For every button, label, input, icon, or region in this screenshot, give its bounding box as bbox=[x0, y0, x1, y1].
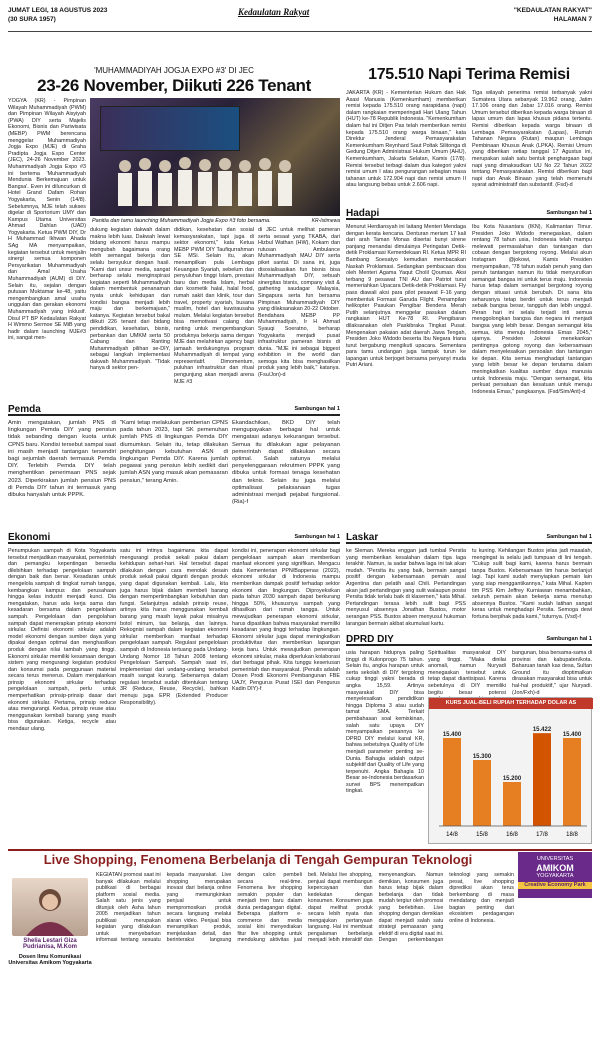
laskar-body-col2: tu kuning. Kehilangan Bustos jelas jadi masalah, mengingat ia selalu jadi tumpuan di lini tengah. "Cukup sulit bagi kami, karena harus bermain tanpa Bustos. Kebersamaan tim harus berlanjut lagi. Tapi kami sudah menyiapkan pemain lain yang siap menggantikannya," kata Mihal. Kapten tim PSS Kim Jeffrey Kurniawan menambahkan, seluruh pemain akan bekerja sama menutup absennya Bustos. "Kami sudah latihan sangat keras untuk menghadapi Persita. Semoga dewi fortuna berpihak pada kami," tuturnya. (Vsd)-f bbox=[472, 548, 592, 620]
stage-screen bbox=[100, 106, 240, 151]
laskar-section-header bbox=[346, 532, 592, 544]
chart-bar bbox=[563, 738, 581, 826]
dprd-body-col3: bangunan, bisa bersama-sama di provinsi dan kabupaten/kota. Baharuan tanah kas desa, Sultan Ground itu dioptimalkan dirasakan masyarakat bisa untuk hal-hal produktif," ujar Nuryadi. (Jon/Fxh)-d bbox=[512, 650, 593, 696]
story1-photo-caption: Panitia dan tamu launching Muhammadiyah Jogja Expo #3 foto bersama. bbox=[92, 218, 271, 224]
dprd-body-col1: usia harapan hidupnya paling tinggi di Kulonprogo 75 tahun. Selain itu, angka harapan untuk serta sekolah di DIY tergolong cukup tinggi yakni berada di angka 15,59. Artinya masyarakat DIY bisa menyelesaikan pendidikan hingga Diploma 3 atau sudah tamat SMA. Terkait pembahasan soal kemiskinan, salah satu upaya DIY menyampaikan pesannya ke DPRD DIY melalui kanal KR, bahwa sebetulnya Quality of Life menjadi parameter penting se-Dunia. Bahagia adalah output subjektif dari Quality of Life yang terpenuhi. Angka Bahagia 10 Besar se-Indonesia berdasarkan survei BPS menempatkan tingkat. bbox=[346, 650, 424, 795]
masthead-right bbox=[514, 6, 592, 24]
ekonomi-body-col3: kondisi ini, penerapan ekonomi sirkular bagi pengelolaan sampah akan memberikan manfaat ekonomi yang signifikan. Mengacu data Kementerian PPN/Bappenas (2022), ekonomi sirkular di Indonesia mampu memberikan dampak positif terhadap sektor ekonomi dan lingkungan. Diproyeksikan pada tahun 2030 sampah dapat berkurang hingga 50%, khususnya sampah yang dihasilkan dari rumah tangga. Untuk mewujudkan penerapan ekonomi sirkular, harus dipastikan bahwa masyarakat memiliki kesadaran yang tinggi terhadap lingkungan. Ekonomi sirkular juga dapat meningkatkan produktivitas dan memberikan lapangan kerja baru. Untuk mewujudkan penerapan ekonomi sirkular, maka diperlukan kolaborasi dari berbagai pihak. Kita tunggu keseriusan pemerintah dan masyarakat. (Penulis adalah Dosen Prodi Ekonomi Pembangunan FBE UAJY, Pengurus Pusat ISEI dan Pengurus Kadin DIY)-f bbox=[232, 548, 340, 693]
dprd-body-col2: Spiritualitas masyarakat DIY yang tinggi. "Maka dinilai anomali, namun Nuryadi menegaskan tersebut untuk tetap dapat diantisipasi. Karena sebetulnya di DIY memiliki begitu besar potensi bbox=[428, 650, 506, 696]
logo-line3: YOGYAKARTA bbox=[536, 873, 574, 879]
exchange-rate-chart bbox=[428, 697, 592, 844]
ekonomi-body-col1: Penumpukan sampah di Kota Yogyakarta tersebut menjadikan masyarakat, pemerintah dan pemangku kepentingan bersedia dilebihkan terhadap pengelolaan sampah dengan baik dan benar. Kesadaran untuk mengelola sampah di tingkat rumah tangga, kembangkan kampus dan perusahaan hingga kelas industri menjadi kunci. Dia mengatakan, harus ada kerja sama dan kesadaran bersama dalam pengelolaan sampah. Pengelolaan dan pengolahan sampah dapat menerapkan prinsip ekonomi sirkular. Definisi ekonomi sirkular adalah model ekonomi dengan sumber daya yang dipakai dengan optimal dan menghasilkan produk dengan nilai tambah yang tinggi. Ekonomi sirkular memiliki kesamaan dengan sistem yang mengurangi kegiatan produksi dan konsumsi pada penggunaan material secara terus menerus. Dalam menjalankan prinsip ekonomi sirkular terhadap pengelolaan sampah, perlu untuk memperhatikan prinsip-prinsip dasar dari ekonomi sirkular. Pertama, prinsip reduce atau mengurangi. Kedua, prinsip reuse atau menggunakan kembali barang yang masih bisa digunakan. Ketiga, recycle atau mendaur ulang. bbox=[8, 548, 116, 733]
chart-bar bbox=[443, 738, 461, 826]
hadapi-body-col1: Menurut Herdiansyah ini Iaitang Menteri Mendaga dengan kerata kencana. Denturan meriam 17 kali dari arah Taman Monas disertai bunyi sirene panjang menandai dimulainya Peringatan Detik-detik Proklamasi Kemerdekaan RI. Ketua MPR RI Bambang Soesatyo kemudian membacakan Naskah Proklamasi. Sedangkan pembacaan doa oleh Menteri Agama Yaqut Cholil Qoumas. Aksi terbang 9 pesawat TNI AU dan Patriot turut memeriahkan Upacara Detik-detik Proklamasi. Fly pass diawali aksi para pilot pesawat F-16 yang membentuk Formasi Garuda Flight. Penampilan helikopter Pasukan Pengibar Bendera Merah Putih selanjutnya menggelar pasukan dalam rangkaian HUT Ke-78 RI. Pengibaran dilaksanakan oleh Paskibraka Tingkat Pusat. Mengenakan pakaian adat daerah Jawa Tengah, Presiden Joko Widodo beserta Ibu Negara Iriana turut bergabung mengikuti upacara. Sementara para tamu undangan juga tampak turun ke lapangan untuk berjoget bersama penyanyi muda Putri Ariani. bbox=[346, 224, 466, 369]
ekonomi-continued: Sambungan hal 1 bbox=[294, 534, 340, 540]
masthead-paper-name: "KEDAULATAN RAKYAT" bbox=[513, 7, 592, 14]
chart-value-label: 15.400 bbox=[562, 732, 582, 738]
masthead-left bbox=[8, 6, 107, 24]
chart-x-label: 16/8 bbox=[506, 832, 518, 838]
chart-value-label: 15.422 bbox=[532, 727, 552, 734]
pemda-body-col3: Ekandachikan, BKD DIY telah mengupayakan berbagai hal untuk mengatasi adanya kekurangan tersebut. Semua itu dilakukan agar pelayanan pemerintah dapat dilakukan secara optimal. Salah satunya melalui penyelenggaraan rekrutmen PPPK yang dibuka untuk formasi tenaga kesehatan dan teknis. Selain itu juga melalui optimalisasi pelaksanaan tugas administrasi menjadi pejabat fungsional. (Ria)-f bbox=[232, 420, 340, 506]
story1-body-col4: di JEC untuk melihat pameran serta sesaat yang TKABA, dari Hizbul Wathan (HW), Kokam dan rutusan Ambulance Muhammadiyah MAU DIY serta piket santai. Di sana ini, juga disosialisasikan fun bisnis bisa Muhammadiyah DIY, sebuah sinergitas bisnis, company visit & gathering saudagar Malaysia, Singapura serta fun bersama Pimpinan Muhammadiyah DIY yang dilaksanakan 20-22 Oktober. Bendahara MEBP PP Muhammadiyah, Ir H Ahmad Syauqi Soeratno, berharap Yogyakarta menjadi pusat infrastruktur pameran bisnis di dunia. "MJE ini sebagai biggest exhibition in the world dan semoga kita bisa menghasilkan produk yang lebih baik," katanya. (Fsu/Jon)-d bbox=[258, 227, 340, 379]
chart-bar bbox=[533, 733, 551, 826]
ekonomi-body-col2: satu ini intinya bagaimana kita dapat mengurangi produk sekali pakai dalam kehidupan sehari-hari. Hal tersebut dapat dilakukan dengan cara menolak desain produk sekali pakai diganti dengan produk yang dapat digunakan kembali. Lalu, kita juga harus bijak dalam membeli barang dengan mempertimbangkan kebutuhan dan fungsi. Selanjutnya adalah prinsip reuse, artinya kita harus menggunakan kembali barang yang masih layak pakai misalnya botol minum, tas belanja, dan lainnya. Rekognisi sampah dalam kegiatan ekonomi sirkular memberikan manfaat terhadap pengelolaan sampah. Regulasi pengelolaan sampah di Indonesia tertuang pada Undang-Undang Nomor 18 Tahun 2008 tentang Pengelolaan Sampah. Sampah saat ini, implementasi dari undang-undang tersebut masih sangat kurang. Sebenarnya dalam regulasi tersebut sudah ditentukan tentang 3R (Reduce, Reuse, Recycle), bahkan menuju juga EPR (Extended Producer Responsibility). bbox=[120, 548, 228, 706]
laskar-continued: Sambungan hal 1 bbox=[546, 534, 592, 540]
story1-photo-credit: KR-Istimewa bbox=[311, 218, 340, 224]
story1-body-col1: YOGYA (KR) - Pimpinan Wilayah Muhammadiyah (PWM) dan Pimpinan Wilayah Aisyiyah (PWA) DIY serta Majelis Ekonomi, Bisnis dan Pariwisata (MEBP) PWM berencana menggelar Muhammadiyah Jogja Expo (MJE) di Graha Pradipta Jogja Expo Center (JEC), 24-26 November 2023. Muhammadiyah Jogja Expo #3 ini bertema 'Muhammadiyah Mendunia Berkemajuan untuk Bangsa'. Even ini diluncurkan di Hotel Grand Dafam Rohan Yogyakarta, Senin (14/8). Sebelumnya, MJE telah sukses digelar di Sportorium UMY dan Kampus Utama Universitas Ahmad Dahlan (UAD) Yogyakarta. Ketua PWM DIY, Dr H Muhammad Ikhwan Ahada SAg MA menyampaikan, kegiatan tersebut untuk menjalin sinergi semua komponen Persyarikatan Muhammadiyah dan Amal Usaha Muhammadiyah (AUM) di DIY. Selain itu, sejalan dengan putusan Muktamar ke-48, yaitu mengembangkan amal usaha unggulan dan gerakan ekonomi Muhammadiyah yang inklusif. Disul PT BP Kedaulatan Rakyat H Wimmo Sermoe SE MiB yang hadir dalam launching MJE#3 ini, sangat men- bbox=[8, 98, 86, 342]
masthead-logo: Kedaulatan Rakyat bbox=[238, 7, 310, 17]
story1-headline[interactable]: 23-26 November, Diikuti 226 Tenant bbox=[37, 76, 311, 95]
chart-value-label: 15.300 bbox=[472, 754, 492, 760]
group-photo-people bbox=[110, 151, 310, 206]
chart-x-label: 15/8 bbox=[476, 832, 488, 838]
dprd-title: DPRD DIY bbox=[346, 634, 394, 645]
logo-line1: UNIVERSITAS bbox=[536, 856, 574, 862]
laskar-body-col1: ke Sleman. Mereka enggan jadi tumbal Persita yang memberikan kesalahan dalam tiga laga terakhir. Namun, ia sadar bahwa laga ini tak akan mudah. "Persita itu yang baik, bermain sangat positif dengan kebersamaan pemain asal Argentina dan pelatih asal Chili. Pertandingan akan jadi pertandingan yang sulit walaupun posisi Persita tidak terlalu baik di klasemen," kata Mihal. Pertandingan terasa lebih sulit bagi PSS menyusul absennya Jonathan Bustos, motor serangan PSS. Bustos absen menyusul hukuman larangan bermain akibat akumulasi kartu. bbox=[346, 548, 466, 627]
pemda-body-col1: Amin mengatakan, jumlah PNS di lingkungan Pemda DIY yang pensiun tidak sebanding dengan kuota untuk CPNS baru. Kondisi tersebut sampai saat ini masih menjadi tantangan tersendiri bagi sejumlah daerah termasuk Pemda DIY. Terlebih Pemda DIY telah menghentikan penerimaan PNS sejak 2023. Diperkirakan jumlah pensiun PNS di Pemda DIY tahun ini termasuk yang dibuka hanyalah untuk PPPK. bbox=[8, 420, 116, 499]
masthead-page-number: HALAMAN 7 bbox=[553, 16, 592, 23]
story1-body-col3: didikan, kesehatan dan sosial kemasyarakatan, tapi juga di sektor ekonomi," kata Ketua MEBP PWM DIY Taufiqurrahman SE MSi. Selain itu, akan menampilkan pula Lembaga Keuangan Syariah, sebelum dan penyuluhan tinggi Islam, prestasi baru dan media Islam, herbal dan kosmetik halal, halal food, rumah sakit dan klinik, tour dan travel, property syariah, busana muslim, hotel dan kuwirausaha mulam. Melalui kegiatan tersebut bisa memotivasi calang dan ranting untuk mengembangkan produknya bekerja sama dengan MJE dan melahirkan agency bagi jamaah terdukungnya program Muhammadiyah di tempat yang representatif. Dimomentum, puluhan infrastruktur dan ritual pengunjung akan menjadi arena MJE #3 bbox=[174, 227, 254, 385]
dprd-continued: Sambungan hal 1 bbox=[546, 636, 592, 642]
pemda-continued: Sambungan hal 1 bbox=[294, 406, 340, 412]
amikom-logo bbox=[518, 852, 592, 898]
hadapi-continued: Sambungan hal 1 bbox=[546, 210, 592, 216]
story2-body-col2: Tiga wilayah penerima remisi terbanyak yakni Sumatera Utara sebanyak 19.962 orang, Jatim 17.106 orang dan Jabar 17.016 orang. Remisi Umum tersebut diberikan kepada warga binaan di lapas umum dan lapas khusus pidana tertentu. Remisi diberikan kepada warga binaan di Lembaga Pemasyarakatan (Lapas), Rumah Tahanan Negara (Rutan) maupun Lembaga Pembinaan Khusus Anak (LPKA). Remisi Umum yang diberikan setiap tanggal 17 Agustus ini, merupakan salah satu bentuk penghargaan bagi napi yang dimaksudkan UU No 22 Tahun 2022 tentang Pemasyarakatan. Remisi diberikan bagi napi dan Anak Binaan yang telah memenuhi syarat administratif dan substantif. (Fsd)-d bbox=[472, 90, 592, 189]
logo-line2: AMIKOM bbox=[536, 863, 574, 873]
story2-body-col1: JAKARTA (KR) - Kementerian Hukum dan Hak Asasi Manusia (Kemenkumham) memberikan remisi kepada 175.510 orang narapidana (napi) dalam rangkaian memperingati Hari Ulang Tahun (HUT) ke-78 Republik Indonesia. "Kemenkumham dalam hal ini Ditjen Pas telah memberikan remisi kepada 175.510 orang warga binaan," kata Direktur Jenderal Pemasyarakatan Kemenkumham Reynhard Saut Poltak Silitonga di Gedung Ditjen Administrasi Hukum Umum (AHU), Kemenkumham, Jakarta Selatan, Kamis (17/8). Remisi tersebut terbagi dalam dua kategori yakni remisi umum I atau pengurangan sebagian masa tahanan untuk 172.904 napi dan remisi umum II atau langsung bebas untuk 2.606 napi. bbox=[346, 90, 466, 189]
hadapi-section-header bbox=[346, 208, 592, 220]
masthead-rule bbox=[8, 31, 592, 32]
advertorial-title[interactable]: Live Shopping, Fenomena Berbelanja di Tengah Gempuran Teknologi bbox=[43, 852, 473, 867]
pemda-section-header bbox=[8, 404, 340, 416]
chart-x-label: 18/8 bbox=[566, 832, 578, 838]
chart-bar bbox=[473, 760, 491, 826]
ekonomi-section-header bbox=[8, 532, 340, 544]
masthead-javanese-date: (30 SURA 1957) bbox=[8, 16, 56, 23]
author-avatar-icon bbox=[12, 878, 88, 936]
masthead-date: JUMAT LEGI, 18 AGUSTUS 2023 bbox=[8, 7, 108, 14]
ekonomi-title: Ekonomi bbox=[8, 532, 51, 543]
story1-photo bbox=[90, 98, 340, 216]
masthead bbox=[8, 6, 592, 30]
hadapi-title: Hadapi bbox=[346, 208, 380, 219]
pemda-body-col2: "Kami tetap melakukan pemberian CPNS pada tahun 2023, tapi SK pemenuhan jumlah PNS di lingkungan Pemda DIY diumumkan. Selain itu, tetap dilakukan penghitungan kebutuhan ASN di lingkungan Pemda DIY. Karena jumlah pegawai yang pensiun lebih sedikit dari jumlah ASN yang masuk akan pemasaran pensiun," terang Amin. bbox=[120, 420, 228, 484]
advertorial-body: KEGIATAN promosi saat ini banyak dilakukan melalui publikasi di berbagai platform sosial media. Salah satu jenis yang ditunjuk oleh Asha lahun 2005 menjadikan tahun publikasi merupakan kegiatan yang dilakukan untuk menyebarkan informasi tentang sesuatu kepada masyarakat. Live shopping merupakan inovasi dari belanja online yang memungkinkan penjual untuk mempromosikan produk secara langsung melalui siaran video. Penjual bisa menampilkan produk, menjelaskan detail, dan berinteraksi langsung dengan calon pembeli secara real-time. Fenomena live shopping semakin populer dan menjadi tren baru dalam dunia perdagangan digital. Beberapa platform e-commerce dan media sosial kini menyediakan fitur live shopping untuk mendukung aktivitas jual beli. Melalui live shopping, penjual dapat membangun kepercayaan dan kedekatan dengan konsumen. Konsumen juga dapat melihat produk secara lebih nyata dan mengajukan pertanyaan langsung. Hal ini membuat pengalaman berbelanja menjadi lebih interaktif dan menyenangkan. Namun demikian, konsumen juga harus tetap bijak dalam berbelanja dan tidak mudah tergiur oleh promosi yang berlebihan. Live shopping dengan demikian dapat menjadi salah satu strategi pemasaran yang efektif di era digital saat ini. Dengan perkembangan teknologi yang semakin pesat, live shopping diprediksi akan terus berkembang di masa mendatang dan menjadi bagian penting dari ekosistem perdagangan online di Indonesia. bbox=[96, 872, 514, 943]
chart-title: KURS JUAL-BELI RUPIAH TERHADAP DOLAR AS bbox=[429, 698, 593, 709]
story1-body-col2: dukung kegiatan dakwah dalam makna lebih luas. Dakwah lewat bidang ekonomi harus mampu mengubah bagaimana orang lebih semangat bekerja dan selalu bersyukur dengan hasil. "Kami dari unsur media, sangat berharap selalu menginspirasi kegiatan seperti Muhammadiyah dalam membentuk penanaman nyata untuk kehidupan dan kondisi bangsa menjadi lebih maju dan berkemajuan," katanya. Kegiatan tersebut bakal diikuti 226 tenant dari bidang pendidikan, kesehatan, bisnis, perbankan dan UMKM serta 50 Cabang dan Ranting Muhammadiyah pilihan se-DIY, sebagai langkah implementasi dakwah Muhammadiyah. "Tidak hanya di sektor pen- bbox=[90, 227, 170, 372]
dprd-section-header bbox=[346, 634, 592, 646]
pemda-title: Pemda bbox=[8, 404, 41, 415]
author-name: Shelia Lestari Giza Pudrianisa, M.Kom bbox=[22, 938, 77, 950]
laskar-title: Laskar bbox=[346, 532, 379, 543]
chart-value-label: 15.200 bbox=[502, 776, 522, 782]
author-title: Dosen Ilmu Komunikasi Universitas Amikom Yogyakarta bbox=[8, 954, 92, 966]
author-photo bbox=[12, 878, 88, 936]
chart-x-label: 14/8 bbox=[446, 832, 458, 838]
hadapi-body-col2: Ibu Kota Nusantara (IKN), Kalimantan Timur. Presiden Joko Widodo menegaskan, dalam rentang 78 tahun usia, Indonesia telah mampu melewati permasalahan dan tantangan dan cobaan dengan bergotong royong. Melalui akun Instagram @jokowi, Kamis Presiden menyampaikan, "78 tahun sudah penuh yang dan penuh tantangan namun itu tidak menyurutkan semangat bangsa ini untuk terus maju. Indonesia harus tetap dalam semangat bergotong royong dengan situasi untuk berubah. Di sana kita seharusnya tetap berdiri untuk terus menjadi sebaik bangsa besar, tangguh dan lebih unggul. Peran hari ini selalu terjadi inti semua menggolongkan bangsa dan negara ini menjadi bangsa yang lebih besar. Dengan semangat kita semua, kita menuju Indonesia Emas 2045," ujarnya. Presiden Jokowi menekankan pentingnya gotong royong dan kebersamaan dalam menyelesaikan persoalan dan tantangan ke depan. Kita semua menghadapi tantangan yang lebih besar ke depan terutama dalam meningkatkan kualitas sumber daya manusia untuk Indonesia maju. "Dengan semangat, kita perkuat persatuan dan kesatuan untuk menuju Indonesia Emas," pungkasnya. (Fsd/Sim/Ant)-d bbox=[472, 224, 592, 395]
chart-svg bbox=[429, 710, 591, 844]
logo-line4: Creative Economy Park bbox=[518, 882, 592, 889]
chart-bar bbox=[503, 782, 521, 826]
story2-headline[interactable]: 175.510 Napi Terima Remisi bbox=[368, 66, 570, 83]
story1-kicker: 'MUHAMMADIYAH JOGJA EXPO #3' DI JEC bbox=[94, 66, 254, 75]
chart-value-label: 15.400 bbox=[442, 732, 462, 738]
chart-x-label: 17/8 bbox=[536, 832, 548, 838]
